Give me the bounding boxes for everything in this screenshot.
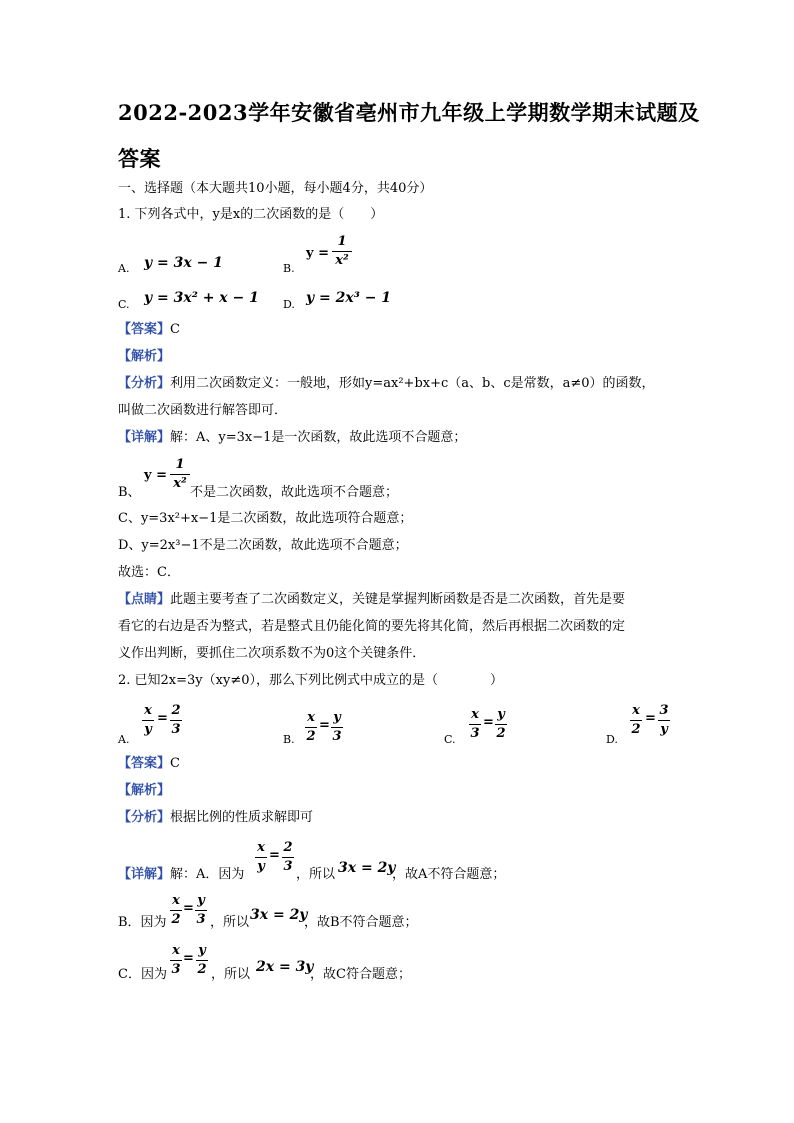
q2-xa-mid: ，所以 bbox=[296, 867, 336, 882]
q2-option-d-label: D. bbox=[606, 733, 618, 746]
equals-sign: = bbox=[157, 711, 168, 726]
fraction-numerator: x bbox=[144, 703, 152, 718]
xiangjie-text: 解：A．因为 bbox=[170, 867, 245, 882]
q1-option-d-label: D. bbox=[283, 298, 295, 311]
fraction-bar bbox=[658, 720, 670, 721]
q2-xa-frac-left bbox=[255, 840, 267, 875]
q2-xa-equation: 3x = 2y bbox=[338, 860, 396, 876]
q1-fenxi-line1 bbox=[118, 375, 655, 393]
equals-sign: = bbox=[645, 711, 656, 726]
q2-stem: 2. 已知2x=3y（xy≠0），那么下列比例式中成立的是（ ） bbox=[118, 673, 503, 688]
fraction-bar bbox=[282, 857, 294, 858]
fraction-denominator: y bbox=[144, 722, 152, 737]
q2-xa-post: ，故A不符合题意； bbox=[392, 867, 506, 882]
doc-title-line1: 2022-2023学年安徽省亳州市九年级上学期数学期末试题及 bbox=[118, 100, 700, 125]
q1-xiangjie-d: D、y=2x³−1不是二次函数，故此选项不合题意； bbox=[118, 538, 408, 553]
q2-xc-frac-right bbox=[196, 943, 208, 978]
q1-option-b-lhs: y = bbox=[306, 246, 329, 261]
answer-value: C bbox=[170, 756, 180, 771]
fraction-numerator: y bbox=[198, 943, 206, 958]
q1-xiangjie-b-text: 不是二次函数，故此选项不合题意； bbox=[190, 485, 399, 500]
fraction-bar bbox=[332, 251, 352, 252]
q2-option-c-frac-left bbox=[469, 707, 481, 742]
fraction-numerator: y bbox=[333, 710, 341, 725]
q2-xb-equation: 3x = 2y bbox=[250, 907, 308, 923]
q1-option-b-label: B. bbox=[283, 262, 295, 275]
xiangjie-text: 解：A、y=3x−1是一次函数，故此选项不合题意； bbox=[170, 430, 467, 445]
fenxi-tag: 【分析】 bbox=[118, 810, 171, 825]
q2-xc-equation: 2x = 3y bbox=[256, 959, 314, 975]
q2-option-b-frac-right bbox=[331, 710, 343, 745]
equals-sign: = bbox=[183, 951, 194, 966]
answer-value: C bbox=[170, 322, 180, 337]
fraction-numerator: 2 bbox=[283, 840, 293, 855]
q2-option-a-label: A. bbox=[118, 733, 130, 746]
q2-xa-frac-right bbox=[282, 840, 294, 875]
fraction-bar bbox=[170, 910, 182, 911]
q2-answer bbox=[118, 755, 180, 773]
fraction-bar bbox=[305, 727, 317, 728]
answer-tag: 【答案】 bbox=[118, 756, 171, 771]
q2-xc-post: ，故C符合题意； bbox=[310, 967, 411, 982]
fraction-numerator: x bbox=[172, 943, 180, 958]
fraction-numerator: 1 bbox=[175, 457, 185, 472]
fraction-bar bbox=[331, 727, 343, 728]
q1-option-d-formula: y = 2x³ − 1 bbox=[306, 290, 392, 306]
q2-xb-prefix: B．因为 bbox=[118, 915, 167, 930]
fraction-denominator: y bbox=[660, 722, 668, 737]
q2-xc-mid: ，所以 bbox=[211, 967, 251, 982]
fraction-denominator: x² bbox=[335, 253, 349, 268]
fraction-bar bbox=[170, 960, 182, 961]
q2-xb-frac-right bbox=[195, 893, 207, 928]
q1-dianjing-line3: 义作出判断，要抓住二次项系数不为0这个关键条件． bbox=[118, 646, 426, 661]
fraction-denominator: 3 bbox=[332, 729, 342, 744]
q2-xb-mid: ，所以 bbox=[210, 915, 250, 930]
fraction-numerator: x bbox=[307, 710, 315, 725]
equals-sign: = bbox=[269, 848, 280, 863]
equals-sign: = bbox=[319, 718, 330, 733]
q2-option-b-label: B. bbox=[283, 733, 295, 746]
q1-dianjing-line2: 看它的右边是否为整式，若是整式且仍能化简的要先将其化简，然后再根据二次函数的定 bbox=[118, 619, 626, 634]
fraction-denominator: 2 bbox=[197, 962, 207, 977]
xiangjie-tag: 【详解】 bbox=[118, 867, 171, 882]
q1-xiangjie-b-fraction bbox=[170, 457, 190, 492]
fraction-denominator: 3 bbox=[470, 726, 480, 741]
fraction-numerator: 1 bbox=[337, 234, 347, 249]
equals-sign: = bbox=[483, 715, 494, 730]
fraction-denominator: 3 bbox=[196, 912, 206, 927]
q2-xiangjie-a-prefix bbox=[118, 866, 244, 884]
fraction-denominator: 3 bbox=[283, 859, 293, 874]
q2-xc-prefix: C．因为 bbox=[118, 967, 167, 982]
q1-option-b-fraction bbox=[332, 234, 352, 269]
fraction-bar bbox=[495, 724, 507, 725]
dianjing-tag: 【点睛】 bbox=[118, 592, 171, 607]
dianjing-text: 此题主要考查了二次函数定义，关键是掌握判断函数是否是二次函数，首先是要 bbox=[170, 592, 626, 607]
q1-xiangjie-c: C、y=3x²+x−1是二次函数，故此选项符合题意； bbox=[118, 511, 413, 526]
analysis-tag: 【解析】 bbox=[118, 783, 171, 798]
fraction-bar bbox=[170, 474, 190, 475]
fraction-bar bbox=[170, 720, 182, 721]
fraction-denominator: x² bbox=[173, 476, 187, 491]
q1-option-a-label: A. bbox=[118, 262, 130, 275]
q2-option-d-frac-right bbox=[658, 703, 670, 738]
q1-conclusion: 故选：C． bbox=[118, 565, 180, 580]
fraction-numerator: 3 bbox=[659, 703, 669, 718]
fraction-denominator: 2 bbox=[171, 912, 181, 927]
q2-option-b-frac-left bbox=[305, 710, 317, 745]
fenxi-text: 利用二次函数定义：一般地，形如y=ax²+bx+c（a、b、c是常数，a≠0）的函数， bbox=[170, 376, 655, 391]
fraction-denominator: 2 bbox=[496, 726, 506, 741]
fraction-denominator: 2 bbox=[631, 722, 641, 737]
q2-option-c-label: C. bbox=[444, 733, 456, 746]
fraction-numerator: 2 bbox=[171, 703, 181, 718]
q2-option-d-frac-left bbox=[630, 703, 642, 738]
xiangjie-tag: 【详解】 bbox=[118, 430, 171, 445]
fraction-numerator: x bbox=[632, 703, 640, 718]
q2-option-c-frac-right bbox=[495, 707, 507, 742]
q2-option-a-frac-left bbox=[142, 703, 154, 738]
q2-xb-frac-left bbox=[170, 893, 182, 928]
q1-stem: 1. 下列各式中，y是x的二次函数的是（ ） bbox=[118, 207, 384, 222]
fraction-numerator: y bbox=[497, 707, 505, 722]
q2-fenxi bbox=[118, 809, 313, 827]
q1-xiangjie-b-prefix: B、 bbox=[118, 485, 141, 500]
equals-sign: = bbox=[183, 901, 194, 916]
fraction-bar bbox=[469, 724, 481, 725]
q2-analysis-heading bbox=[118, 782, 170, 800]
fraction-bar bbox=[630, 720, 642, 721]
answer-tag: 【答案】 bbox=[118, 322, 171, 337]
fraction-denominator: y bbox=[257, 859, 265, 874]
fraction-bar bbox=[255, 857, 267, 858]
q1-option-a-formula: y = 3x − 1 bbox=[144, 255, 223, 271]
fraction-denominator: 3 bbox=[171, 962, 181, 977]
q1-xiangjie-a bbox=[118, 429, 466, 447]
fenxi-text: 根据比例的性质求解即可 bbox=[170, 810, 314, 825]
q2-xb-post: ，故B不符合题意； bbox=[304, 915, 418, 930]
section-heading: 一、选择题（本大题共10小题，每小题4分，共40分） bbox=[118, 181, 433, 196]
fraction-denominator: 3 bbox=[171, 722, 181, 737]
fraction-denominator: 2 bbox=[306, 729, 316, 744]
fenxi-tag: 【分析】 bbox=[118, 376, 171, 391]
q1-analysis-heading bbox=[118, 348, 170, 366]
q1-option-c-formula: y = 3x² + x − 1 bbox=[144, 290, 259, 306]
q1-answer bbox=[118, 321, 180, 339]
fraction-numerator: y bbox=[197, 893, 205, 908]
fraction-numerator: x bbox=[257, 840, 265, 855]
doc-title-line2: 答案 bbox=[118, 146, 161, 171]
q1-dianjing-line1 bbox=[118, 591, 625, 609]
fraction-numerator: x bbox=[471, 707, 479, 722]
analysis-tag: 【解析】 bbox=[118, 349, 171, 364]
fraction-bar bbox=[142, 720, 154, 721]
q1-option-c-label: C. bbox=[118, 298, 130, 311]
q2-xc-frac-left bbox=[170, 943, 182, 978]
q2-option-a-frac-right bbox=[170, 703, 182, 738]
q1-fenxi-line2: 叫做二次函数进行解答即可． bbox=[118, 403, 288, 418]
fraction-numerator: x bbox=[172, 893, 180, 908]
fraction-bar bbox=[195, 910, 207, 911]
fraction-bar bbox=[196, 960, 208, 961]
q1-xiangjie-b-lhs: y = bbox=[144, 468, 167, 483]
